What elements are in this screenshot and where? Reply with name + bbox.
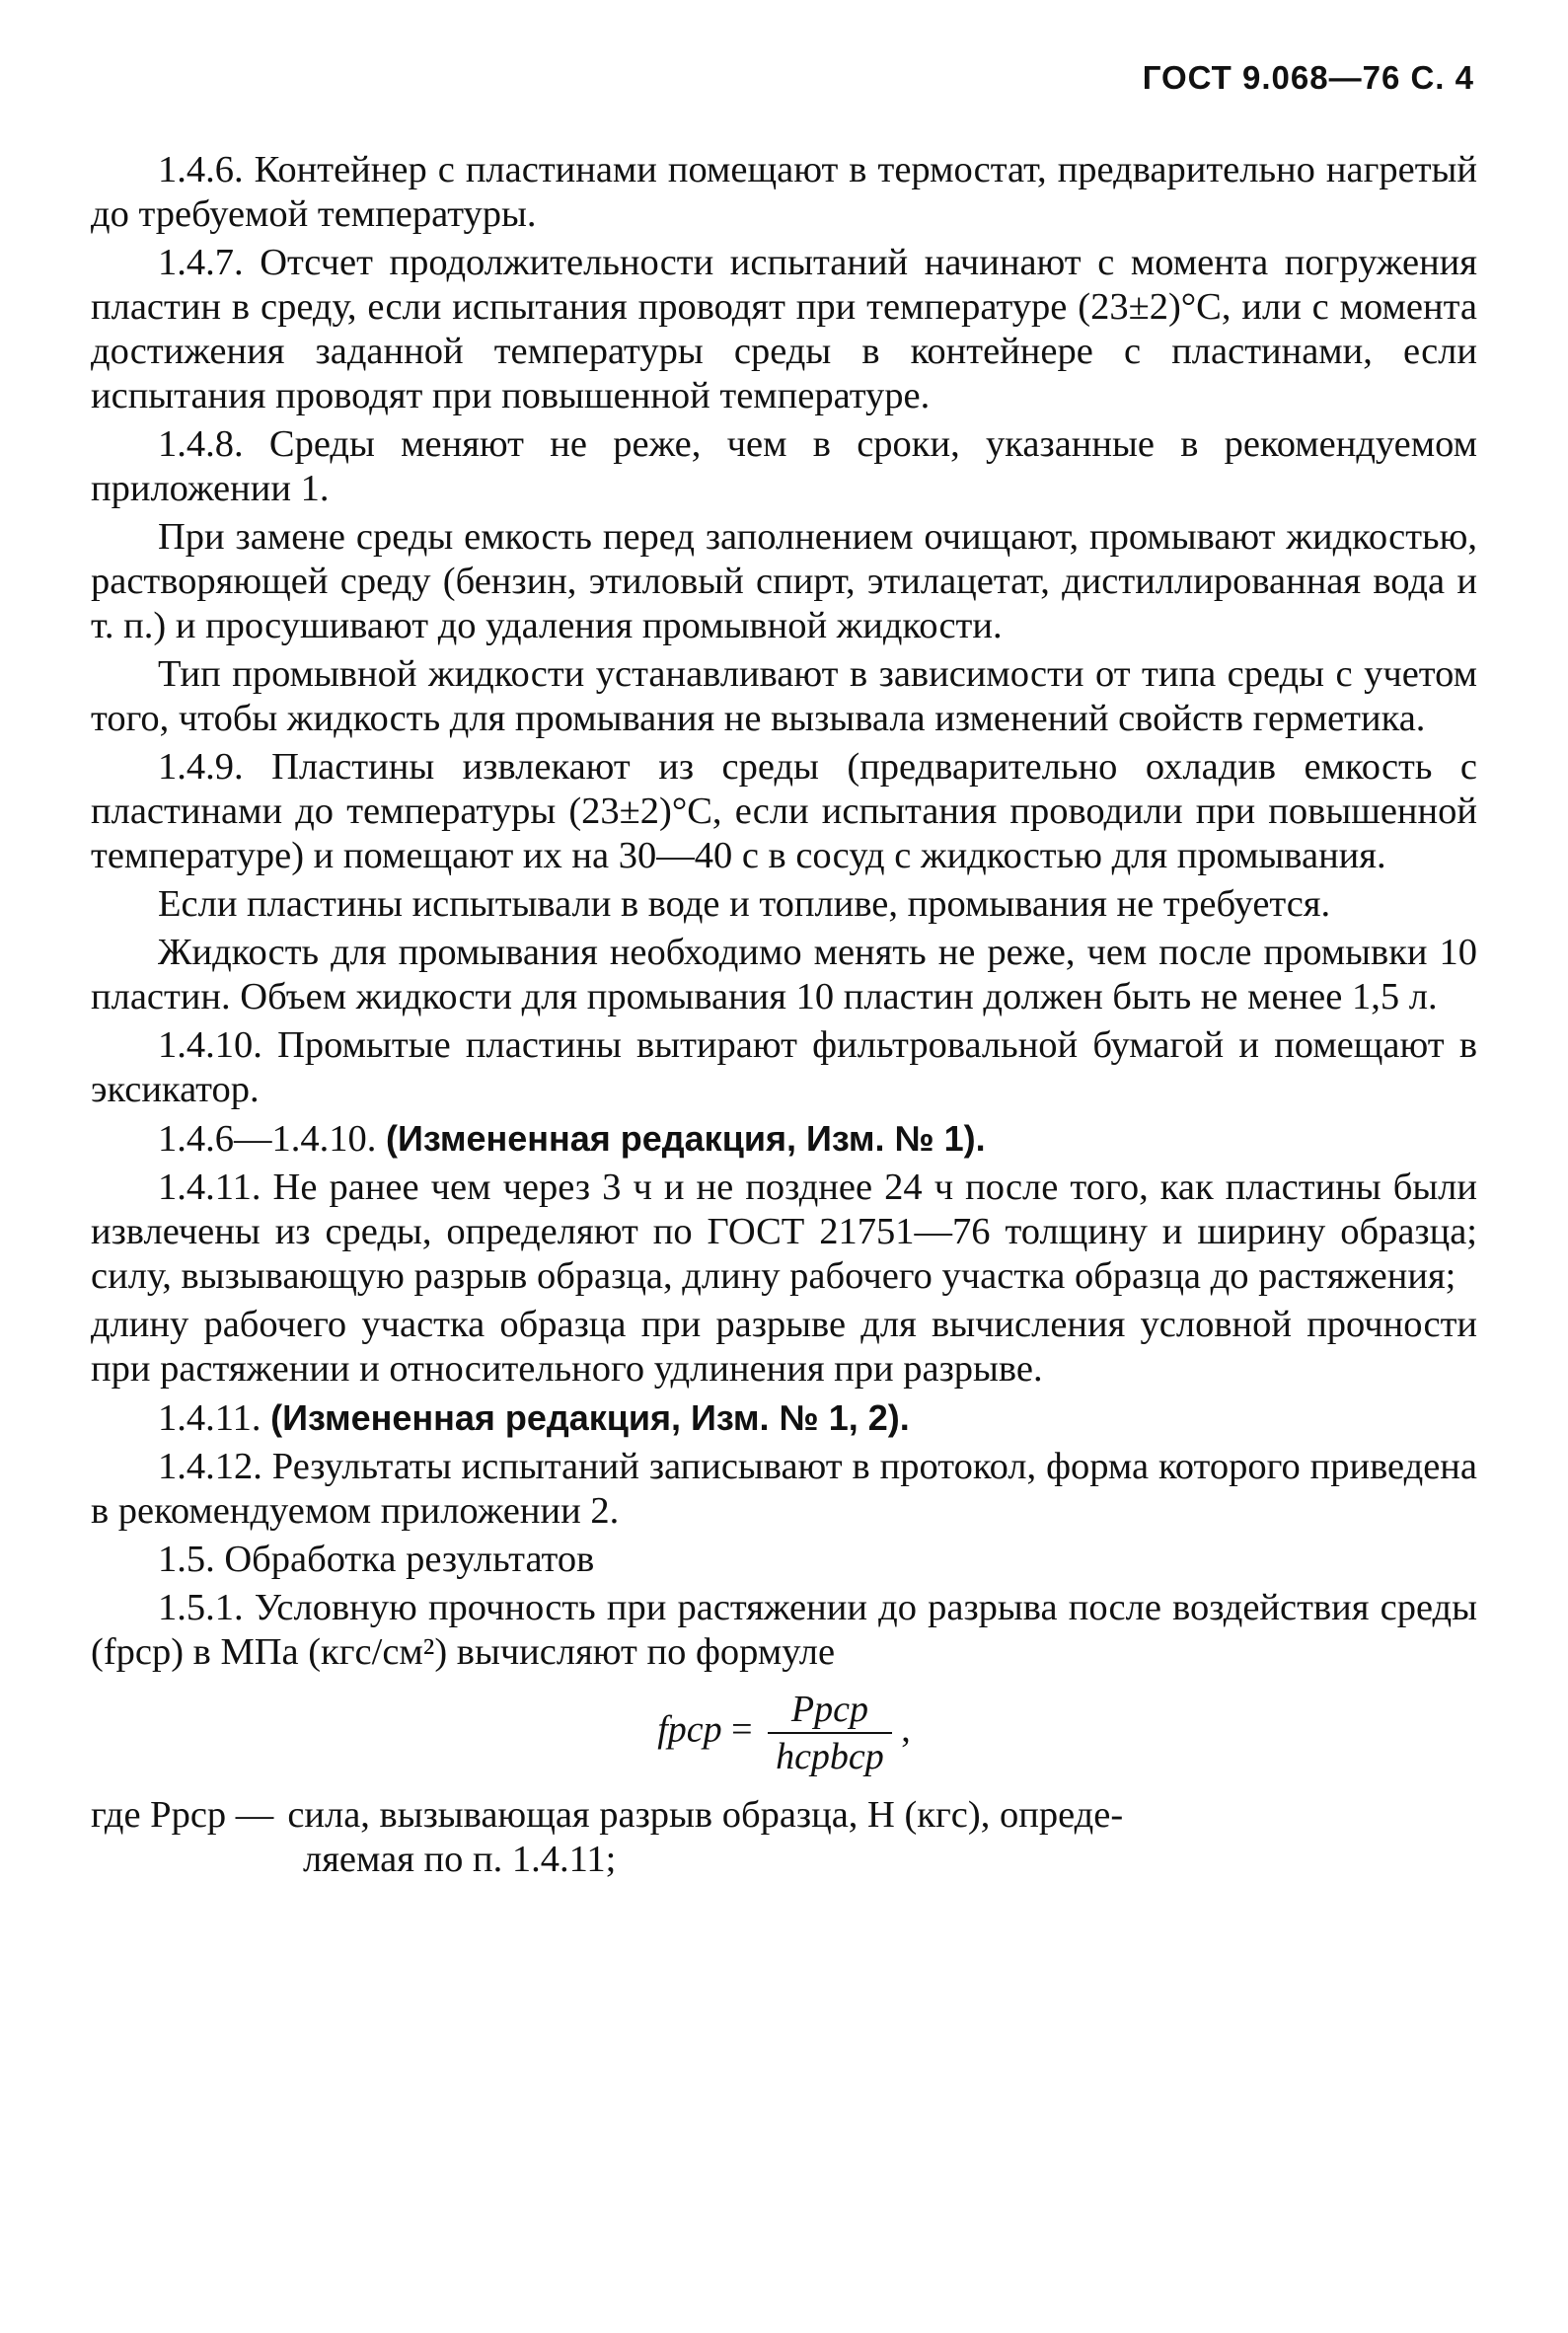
paragraph-1-4-8: 1.4.8. Среды меняют не реже, чем в сроки, указанные в рекомендуемом приложении 1. [91, 423, 1477, 509]
paragraph-1-4-11-cont: длину рабочего участка образца при разрыве для вычисления условной прочности при растяжении и относительного удлинения при разрыве. [91, 1304, 1477, 1390]
formula-tensile-strength [91, 1691, 1477, 1775]
formula-where-clause [91, 1793, 1477, 1838]
paragraph-1-4-9-volume: Жидкость для промывания необходимо менять не реже, чем после промывки 10 пластин. Объем жидкости для промывания 10 пластин должен быть не менее 1,5 л. [91, 932, 1477, 1017]
amendment-note-2 [91, 1395, 1477, 1441]
paragraph-1-4-7: 1.4.7. Отсчет продолжительности испытаний начинают с момента погружения пластин в среду, если испытания проводят при температуре (23±2)°С, или с момента достижения заданной температуры среды в контейнере с пластинами, если испытания проводят при повышенной температуре. [91, 242, 1477, 416]
paragraph-1-4-8-liquid-type: Тип промывной жидкости устанавливают в зависимости от типа среды с учетом того, чтобы жидкость для промывания не вызывала изменений свойств герметика. [91, 653, 1477, 739]
paragraph-1-4-12: 1.4.12. Результаты испытаний записывают в протокол, форма которого приведена в рекомендуемом приложении 2. [91, 1446, 1477, 1532]
where-lead: где Pрср — [91, 1794, 274, 1836]
amendment-note-2-ref: 1.4.11. [158, 1397, 261, 1439]
formula-lhs: fрср [657, 1708, 722, 1751]
document-body [91, 148, 1477, 1882]
paragraph-1-4-6: 1.4.6. Контейнер с пластинами помещают в термостат, предварительно нагретый до требуемой температуры. [91, 149, 1477, 235]
where-line-1: сила, вызывающая разрыв образца, Н (кгс), опреде- [287, 1794, 1124, 1836]
paragraph-1-4-10: 1.4.10. Промытые пластины вытирают фильтровальной бумагой и помещают в эксикатор. [91, 1024, 1477, 1110]
formula-equals: = [731, 1708, 753, 1751]
page-header: ГОСТ 9.068—76 С. 4 [1142, 59, 1474, 96]
paragraph-1-4-11: 1.4.11. Не ранее чем через 3 ч и не позднее 24 ч после того, как пластины были извлечены из среды, определяют по ГОСТ 21751—76 толщину и ширину образца; силу, вызывающую разрыв образца, длину рабочего участка образца до растяжения; [91, 1166, 1477, 1297]
paragraph-1-5-1: 1.5.1. Условную прочность при растяжении до разрыва после воздействия среды (fрср) в МПа (кгс/см²) вычисляют по формуле [91, 1587, 1477, 1673]
amendment-note-1-text: (Измененная редакция, Изм. № 1). [386, 1118, 986, 1159]
formula-trail: , [901, 1708, 911, 1751]
amendment-note-1-ref: 1.4.6—1.4.10. [158, 1118, 377, 1160]
section-1-5-heading: 1.5. Обработка результатов [158, 1539, 595, 1580]
paragraph-1-4-8-cleaning: При замене среды емкость перед заполнением очищают, промывают жидкостью, растворяющей среду (бензин, этиловый спирт, этилацетат, дистиллированная вода и т. п.) и просушивают до удаления промывной жидкости. [91, 516, 1477, 646]
formula-numerator: Pрср [768, 1691, 892, 1734]
paragraph-1-4-9: 1.4.9. Пластины извлекают из среды (предварительно охладив емкость с пластинами до температуры (23±2)°С, если испытания проводили при повышенной температуре) и помещают их на 30—40 с в сосуд с жидкостью для промывания. [91, 746, 1477, 876]
where-line-2: ляемая по п. 1.4.11; [303, 1839, 617, 1880]
amendment-note-2-text: (Измененная редакция, Изм. № 1, 2). [270, 1397, 910, 1438]
amendment-note-1 [91, 1116, 1477, 1162]
formula-fraction [768, 1691, 892, 1775]
formula-denominator: hсрbср [776, 1736, 884, 1777]
paragraph-1-4-9-water: Если пластины испытывали в воде и топливе, промывания не требуется. [158, 883, 1331, 925]
